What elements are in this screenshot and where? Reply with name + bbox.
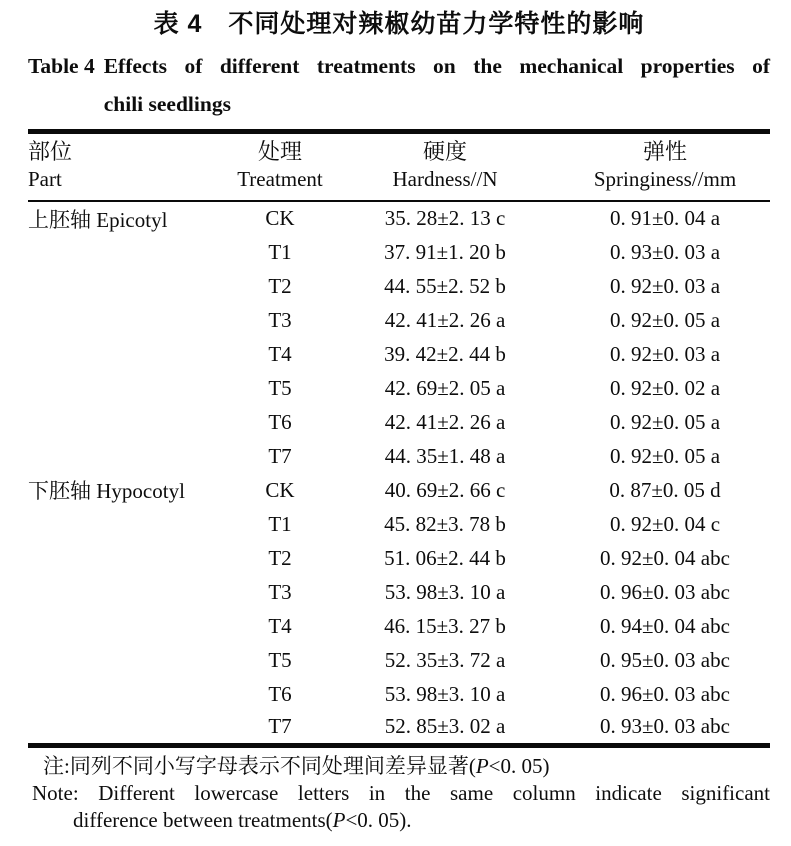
column-header-part-zh: 部位 xyxy=(28,139,73,164)
treatment-cell: T2 xyxy=(268,273,292,298)
hardness-cell: 46. 15±3. 27 b xyxy=(384,613,506,638)
treatment-cell: CK xyxy=(265,477,295,502)
footnote-chinese-pvalue: <0. 05) xyxy=(488,753,550,778)
table-title-english-text xyxy=(104,47,770,123)
footnote-chinese-text: 注:同列不同小写字母表示不同处理间差异显著( xyxy=(43,753,476,778)
column-header-treatment xyxy=(230,132,330,202)
springiness-cell: 0. 92±0. 05 a xyxy=(609,409,721,434)
footnote-english-line2-text: difference between treatments( xyxy=(73,807,333,832)
springiness-cell: 0. 93±0. 03 abc xyxy=(600,714,730,739)
part-cell-hypocotyl: 下胚轴 Hypocotyl xyxy=(28,479,185,503)
springiness-cell: 0. 91±0. 04 a xyxy=(609,206,721,230)
hardness-cell: 53. 98±3. 10 a xyxy=(384,579,506,604)
table-row xyxy=(28,473,770,507)
springiness-cell: 0. 92±0. 03 a xyxy=(609,273,721,298)
treatment-cell: T3 xyxy=(268,307,292,332)
footnote-english-line1: Note: Different lowercase letters in the same column indicate significant xyxy=(32,780,770,805)
footnote-english-line2 xyxy=(28,807,770,834)
column-header-springiness-en: Springiness//mm xyxy=(593,167,737,191)
springiness-cell: 0. 96±0. 03 abc xyxy=(600,681,730,706)
treatment-cell: T7 xyxy=(268,443,292,468)
column-header-springiness xyxy=(560,132,770,202)
table-row xyxy=(28,201,770,235)
footnote-english-pvalue: <0. 05). xyxy=(345,807,412,832)
table-title-chinese: 表 4 不同处理对辣椒幼苗力学特性的影响 xyxy=(153,10,645,38)
column-header-part xyxy=(28,132,230,202)
column-header-hardness xyxy=(330,132,560,202)
springiness-cell: 0. 95±0. 03 abc xyxy=(600,647,730,672)
hardness-cell: 42. 41±2. 26 a xyxy=(384,409,506,434)
treatment-cell: T7 xyxy=(268,714,292,739)
springiness-cell: 0. 87±0. 05 d xyxy=(609,477,721,502)
treatment-cell: T5 xyxy=(268,375,292,400)
hardness-cell: 51. 06±2. 44 b xyxy=(384,545,506,570)
column-header-hardness-zh: 硬度 xyxy=(422,139,467,164)
results-table xyxy=(28,129,770,748)
hardness-cell: 35. 28±2. 13 c xyxy=(384,206,506,230)
treatment-cell: T1 xyxy=(268,239,292,264)
column-header-springiness-zh: 弹性 xyxy=(642,139,687,164)
column-header-part-en: Part xyxy=(28,167,62,191)
treatment-cell: CK xyxy=(265,206,295,230)
hardness-cell: 53. 98±3. 10 a xyxy=(384,681,506,706)
treatment-cell: T4 xyxy=(268,341,292,366)
hardness-cell: 39. 42±2. 44 b xyxy=(384,341,506,366)
treatment-cell: T4 xyxy=(268,613,292,638)
column-header-treatment-en: Treatment xyxy=(237,167,323,191)
footnote-chinese xyxy=(28,753,770,780)
springiness-cell: 0. 93±0. 03 a xyxy=(609,239,721,264)
treatment-cell: T5 xyxy=(268,647,292,672)
springiness-cell: 0. 92±0. 02 a xyxy=(609,375,721,400)
hardness-cell: 52. 85±3. 02 a xyxy=(384,714,506,739)
table-title-english-line1: Effects of different treatments on the mechanical properties of xyxy=(103,54,770,78)
hardness-cell: 44. 35±1. 48 a xyxy=(384,443,506,468)
treatment-cell: T6 xyxy=(268,409,292,434)
springiness-cell: 0. 94±0. 04 abc xyxy=(600,613,730,638)
p-value-symbol: P xyxy=(475,753,489,778)
hardness-cell: 45. 82±3. 78 b xyxy=(384,511,506,536)
hardness-cell: 42. 41±2. 26 a xyxy=(384,307,506,332)
table-body xyxy=(28,201,770,745)
treatment-cell: T2 xyxy=(268,545,292,570)
table-footnotes xyxy=(28,753,770,834)
springiness-cell: 0. 92±0. 04 abc xyxy=(600,545,730,570)
part-cell-epicotyl: 上胚轴 Epicotyl xyxy=(28,208,168,232)
table-title-english xyxy=(28,47,770,123)
springiness-cell: 0. 92±0. 03 a xyxy=(609,341,721,366)
table-header xyxy=(28,132,770,202)
table-title-english-line2: chili seedlings xyxy=(103,92,231,116)
treatment-cell: T1 xyxy=(268,511,292,536)
hardness-cell: 52. 35±3. 72 a xyxy=(384,647,506,672)
springiness-cell: 0. 92±0. 04 c xyxy=(609,511,721,536)
column-header-hardness-en: Hardness//N xyxy=(392,167,498,191)
springiness-cell: 0. 92±0. 05 a xyxy=(609,443,721,468)
table-number-label: Table 4 xyxy=(28,54,95,78)
hardness-cell: 44. 55±2. 52 b xyxy=(384,273,506,298)
column-header-treatment-zh: 处理 xyxy=(257,139,302,164)
treatment-cell: T6 xyxy=(268,681,292,706)
treatment-cell: T3 xyxy=(268,579,292,604)
springiness-cell: 0. 92±0. 05 a xyxy=(609,307,721,332)
springiness-cell: 0. 96±0. 03 abc xyxy=(600,579,730,604)
header-row xyxy=(28,132,770,202)
hardness-cell: 42. 69±2. 05 a xyxy=(384,375,506,400)
p-value-symbol: P xyxy=(332,807,346,832)
hardness-cell: 37. 91±1. 20 b xyxy=(384,239,506,264)
hardness-cell: 40. 69±2. 66 c xyxy=(384,477,506,502)
